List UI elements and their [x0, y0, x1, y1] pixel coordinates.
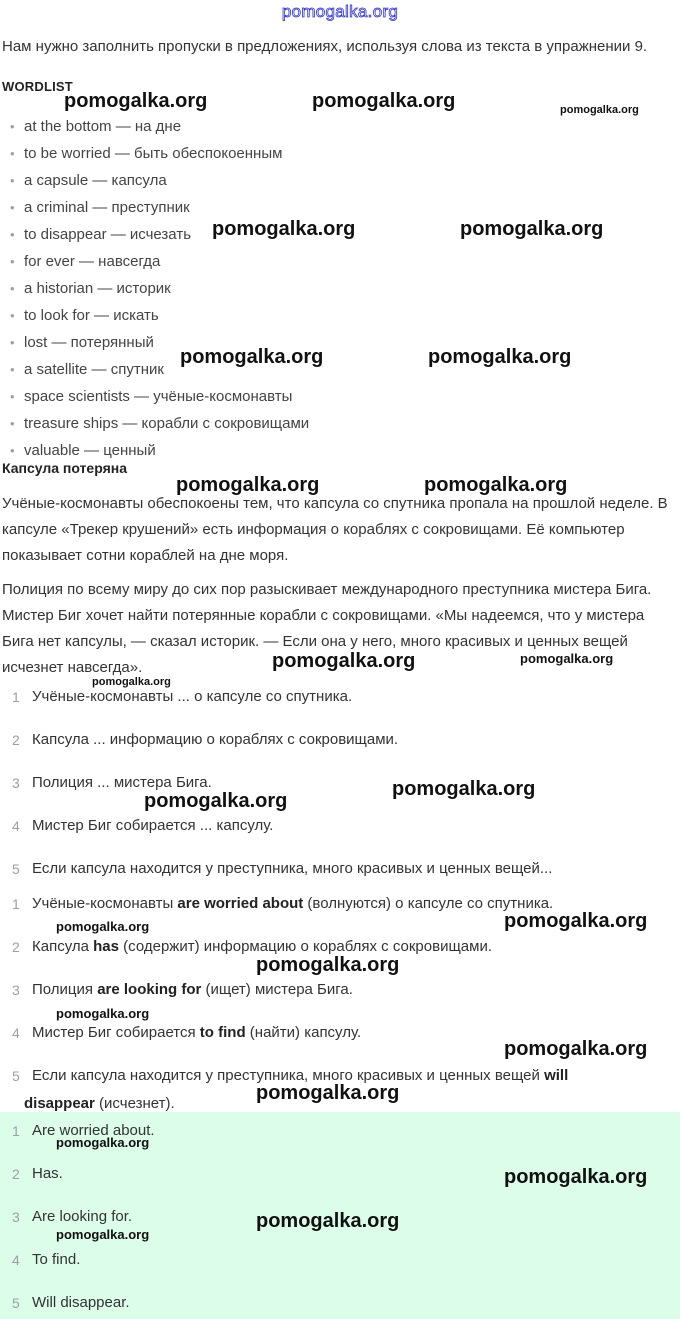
item-number: 5: [12, 1295, 20, 1311]
item-number: 1: [12, 1123, 20, 1139]
watermark: pomogalka.org: [92, 676, 171, 688]
story-paragraph: Учёные-космонавты обеспокоены тем, что капсула со спутника пропала на прошлой неделе. В капсуле «Трекер крушений» есть информация о кораблях с сокровищами. Её компьютер показывает сотни кораблей на дне моря.: [2, 495, 668, 564]
answer-keyword: are worried about: [177, 895, 304, 912]
wordlist: [10, 113, 309, 464]
watermark: pomogalka.org: [424, 474, 568, 496]
wordlist-item: • a satellite — спутник: [10, 356, 309, 383]
item-number: 2: [12, 732, 20, 748]
task-text: Если капсула находится у преступника, много красивых и ценных вещей...: [32, 860, 553, 877]
task-item: [0, 812, 680, 855]
watermark: pomogalka.org: [256, 954, 400, 976]
task-list: [0, 683, 680, 898]
watermark: pomogalka.org: [428, 346, 572, 368]
item-number: 3: [12, 775, 20, 791]
item-number: 4: [12, 818, 20, 834]
wordlist-item: • a criminal — преступник: [10, 194, 309, 221]
item-number: 4: [12, 1252, 20, 1268]
short-answer-text: To find.: [32, 1251, 81, 1268]
task-item: [0, 726, 680, 769]
answer-text: Полиция: [32, 981, 98, 998]
story-title: Капсула потеряна: [2, 460, 127, 476]
watermark: pomogalka.org: [144, 790, 288, 812]
item-number: 1: [12, 896, 20, 912]
watermark: pomogalka.org: [56, 1135, 150, 1150]
wordlist-item: • space scientists — учёные-космонавты: [10, 383, 309, 410]
task-text: Мистер Биг собирается ... капсулу.: [32, 817, 274, 834]
wordlist-item: • a historian — историк: [10, 275, 309, 302]
wordlist-title: WORDLIST: [2, 79, 73, 94]
wordlist-item: • lost — потерянный: [10, 329, 309, 356]
answer-keyword: will: [544, 1067, 569, 1084]
intro-text: Нам нужно заполнить пропуски в предложениях, используя слова из текста в упражнении 9.: [2, 38, 648, 55]
answer-translation: (ищет) мистера Бига.: [201, 981, 353, 998]
wordlist-item: • to look for — искать: [10, 302, 309, 329]
watermark: pomogalka.org: [212, 218, 356, 240]
task-item: [0, 769, 680, 812]
answer-translation: (содержит) информацию о кораблях с сокровищами.: [119, 938, 493, 955]
item-number: 5: [12, 861, 20, 877]
story-paragraph: Полиция по всему миру до сих пор разыскивает международного преступника мистера Бига. Мистер Биг хочет найти потерянные корабли с сокровищами. «Мы надеемся, что у мистера Бига нет капсулы, — сказал историк. — Если она у него, много красивых и ценных вещей исчезнет навсегда».: [2, 581, 652, 676]
short-answer-text: Has.: [32, 1165, 63, 1182]
item-number: 3: [12, 1209, 20, 1225]
watermark: pomogalka.org: [520, 651, 614, 666]
task-text: Полиция ... мистера Бига.: [32, 774, 212, 791]
answer-keyword: has: [93, 938, 119, 955]
wordlist-item: • valuable — ценный: [10, 437, 309, 464]
item-number: 2: [12, 1166, 20, 1182]
watermark: pomogalka.org: [256, 1210, 400, 1232]
watermark: pomogalka.org: [392, 778, 536, 800]
answer-keyword: are looking for: [97, 981, 202, 998]
wordlist-item: • to be worried — быть обеспокоенным: [10, 140, 309, 167]
watermark: pomogalka.org: [504, 910, 648, 932]
answer-translation: (найти) капсулу.: [245, 1024, 362, 1041]
wordlist-item: • to disappear — исчезать: [10, 221, 309, 248]
answer-text: Мистер Биг собирается: [32, 1024, 200, 1041]
answer-translation: (исчезнет).: [94, 1095, 175, 1112]
answer-keyword: to find: [199, 1024, 246, 1041]
site-header-link[interactable]: pomogalka.org: [281, 2, 399, 21]
item-number: 5: [12, 1068, 20, 1084]
wordlist-item: • treasure ships — корабли с сокровищами: [10, 410, 309, 437]
watermark: pomogalka.org: [504, 1038, 648, 1060]
item-number: 3: [12, 982, 20, 998]
wordlist-item: • for ever — навсегда: [10, 248, 309, 275]
watermark: pomogalka.org: [180, 346, 324, 368]
watermark: pomogalka.org: [176, 474, 320, 496]
watermark: pomogalka.org: [504, 1166, 648, 1188]
short-answer-text: Are worried about.: [32, 1122, 155, 1139]
item-number: 4: [12, 1025, 20, 1041]
item-number: 1: [12, 689, 20, 705]
answer-text: Если капсула находится у преступника, много красивых и ценных вещей: [32, 1067, 545, 1084]
watermark: pomogalka.org: [460, 218, 604, 240]
watermark: pomogalka.org: [64, 90, 208, 112]
watermark: pomogalka.org: [56, 919, 150, 934]
wordlist-item: • at the bottom — на дне: [10, 113, 309, 140]
watermark: pomogalka.org: [256, 1082, 400, 1104]
watermark: pomogalka.org: [560, 104, 639, 116]
answer-text: Учёные-космонавты: [32, 895, 178, 912]
short-answer-item: [0, 1246, 680, 1289]
watermark: pomogalka.org: [312, 90, 456, 112]
task-text: Учёные-космонавты ... о капсуле со спутника.: [32, 688, 353, 705]
item-number: 2: [12, 939, 20, 955]
wordlist-item: • a capsule — капсула: [10, 167, 309, 194]
short-answer-text: Are looking for.: [32, 1208, 133, 1225]
short-answer-text: Will disappear.: [32, 1294, 130, 1311]
task-text: Капсула ... информацию о кораблях с сокровищами.: [32, 731, 399, 748]
watermark: pomogalka.org: [56, 1006, 150, 1021]
watermark: pomogalka.org: [56, 1227, 150, 1242]
answer-keyword: disappear: [24, 1095, 95, 1112]
watermark: pomogalka.org: [272, 650, 416, 672]
answer-translation: (волнуются) о капсуле со спутника.: [303, 895, 554, 912]
short-answer-item: [0, 1289, 680, 1332]
answer-text: Капсула: [32, 938, 94, 955]
task-item: [0, 683, 680, 726]
